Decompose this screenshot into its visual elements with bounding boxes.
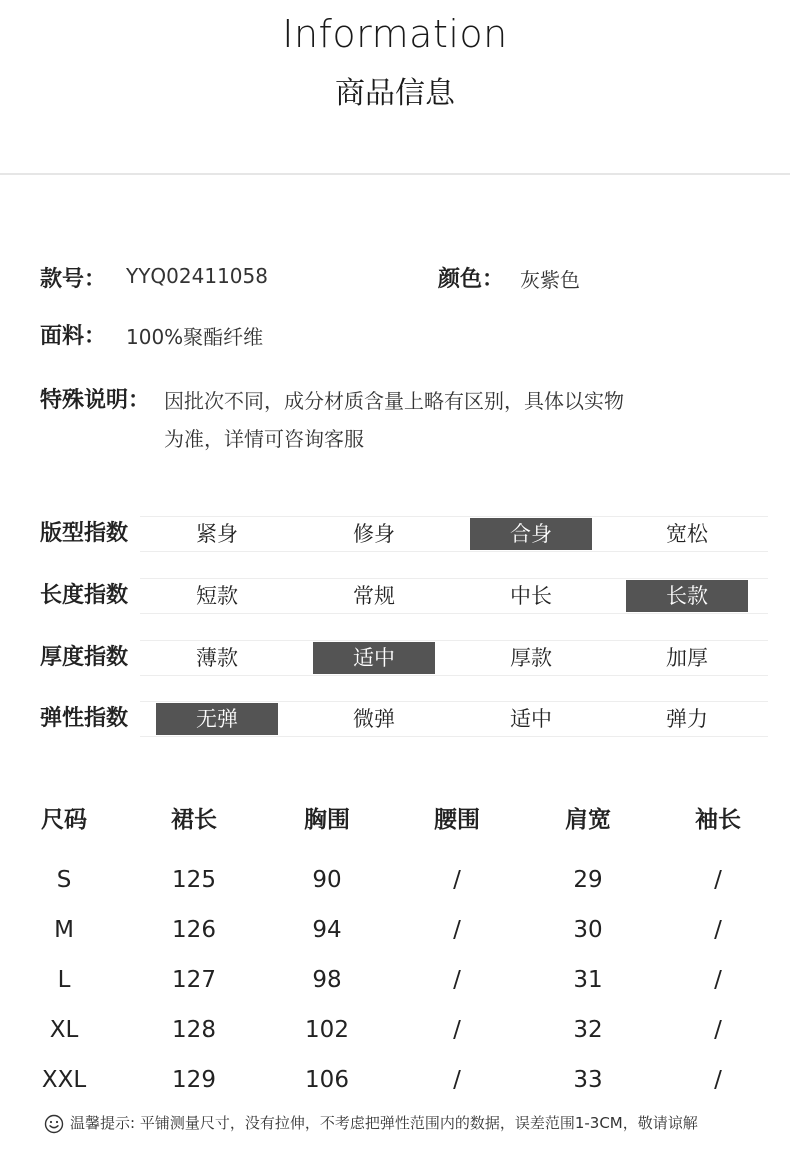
table-cell: 32 [573, 1017, 603, 1043]
table-cell: 29 [573, 867, 603, 893]
scale-option: 厚款 [510, 646, 552, 670]
style-number-label: 款号： [40, 267, 107, 292]
scale-option-selected: 适中 [313, 642, 435, 674]
table-cell: 94 [312, 917, 342, 943]
scale-option: 弹力 [666, 707, 708, 731]
scale-option: 加厚 [666, 646, 708, 670]
table-cell: L [57, 967, 71, 993]
table-cell: 128 [172, 1017, 216, 1043]
table-cell: / [714, 917, 722, 943]
table-cell: 98 [312, 967, 342, 993]
scale-label: 弹性指数 [40, 706, 129, 731]
fabric-value: 100%聚酯纤维 [126, 325, 264, 349]
scale-option-selected: 合身 [470, 518, 592, 550]
table-header-cell: 袖长 [695, 807, 741, 833]
scale-label: 厚度指数 [40, 645, 129, 670]
scale-row [40, 516, 768, 552]
table-cell: / [714, 1017, 722, 1043]
scale-option-selected: 无弹 [156, 703, 278, 735]
table-cell: S [56, 867, 72, 893]
measurement-note-text: 温馨提示: 平铺测量尺寸，没有拉伸，不考虑把弹性范围内的数据，误差范围1-3CM，敬请谅解 [70, 1114, 698, 1132]
scale-option: 适中 [510, 707, 552, 731]
scale-option: 宽松 [666, 522, 708, 546]
table-cell: 106 [305, 1067, 349, 1093]
color-value: 灰紫色 [520, 268, 580, 292]
scale-track [140, 516, 768, 552]
table-cell: 90 [312, 867, 342, 893]
table-header-cell: 尺码 [41, 807, 87, 833]
table-cell: / [453, 1067, 461, 1093]
scale-track [140, 578, 768, 614]
fabric-label: 面料： [40, 324, 107, 349]
special-note-line-2: 为准，详情可咨询客服 [164, 427, 364, 451]
page-title-chinese: 商品信息 [335, 76, 455, 111]
measurement-note [44, 1110, 784, 1136]
scale-track [140, 701, 768, 737]
header-divider [0, 173, 790, 175]
table-cell: XL [49, 1017, 79, 1043]
scale-label: 长度指数 [40, 583, 129, 608]
table-cell: / [453, 967, 461, 993]
special-note-label: 特殊说明： [40, 388, 151, 413]
table-header-cell: 裙长 [171, 807, 217, 833]
table-cell: / [453, 917, 461, 943]
table-cell: / [453, 1017, 461, 1043]
table-cell: M [54, 917, 74, 943]
table-cell: 126 [172, 917, 216, 943]
scale-option-selected: 长款 [626, 580, 748, 612]
table-cell: 102 [305, 1017, 349, 1043]
color-label: 颜色： [438, 267, 505, 292]
scale-option: 紧身 [196, 522, 238, 546]
scale-track [140, 640, 768, 676]
table-cell: 30 [573, 917, 603, 943]
table-cell: XXL [41, 1067, 87, 1093]
table-cell: 129 [172, 1067, 216, 1093]
table-cell: 33 [573, 1067, 603, 1093]
scale-label: 版型指数 [40, 521, 129, 546]
table-cell: 125 [172, 867, 216, 893]
table-cell: / [453, 867, 461, 893]
table-cell: / [714, 1067, 722, 1093]
scale-option: 微弹 [353, 707, 395, 731]
scale-option: 短款 [196, 584, 238, 608]
scale-option: 常规 [353, 584, 395, 608]
table-header-cell: 腰围 [434, 807, 480, 833]
special-note-line-1: 因批次不同，成分材质含量上略有区别，具体以实物 [164, 389, 624, 413]
table-cell: / [714, 867, 722, 893]
scale-option: 中长 [510, 584, 552, 608]
smile-icon [44, 1114, 64, 1134]
table-cell: / [714, 967, 722, 993]
scale-option: 薄款 [196, 646, 238, 670]
page-title-english: Information [282, 12, 508, 56]
style-number-value: YYQ02411058 [126, 264, 268, 288]
table-cell: 31 [573, 967, 603, 993]
table-cell: 127 [172, 967, 216, 993]
scale-row [40, 640, 768, 676]
scale-row [40, 701, 768, 737]
scale-row [40, 578, 768, 614]
table-header-cell: 胸围 [304, 807, 350, 833]
scale-option: 修身 [353, 522, 395, 546]
table-header-cell: 肩宽 [565, 807, 611, 833]
